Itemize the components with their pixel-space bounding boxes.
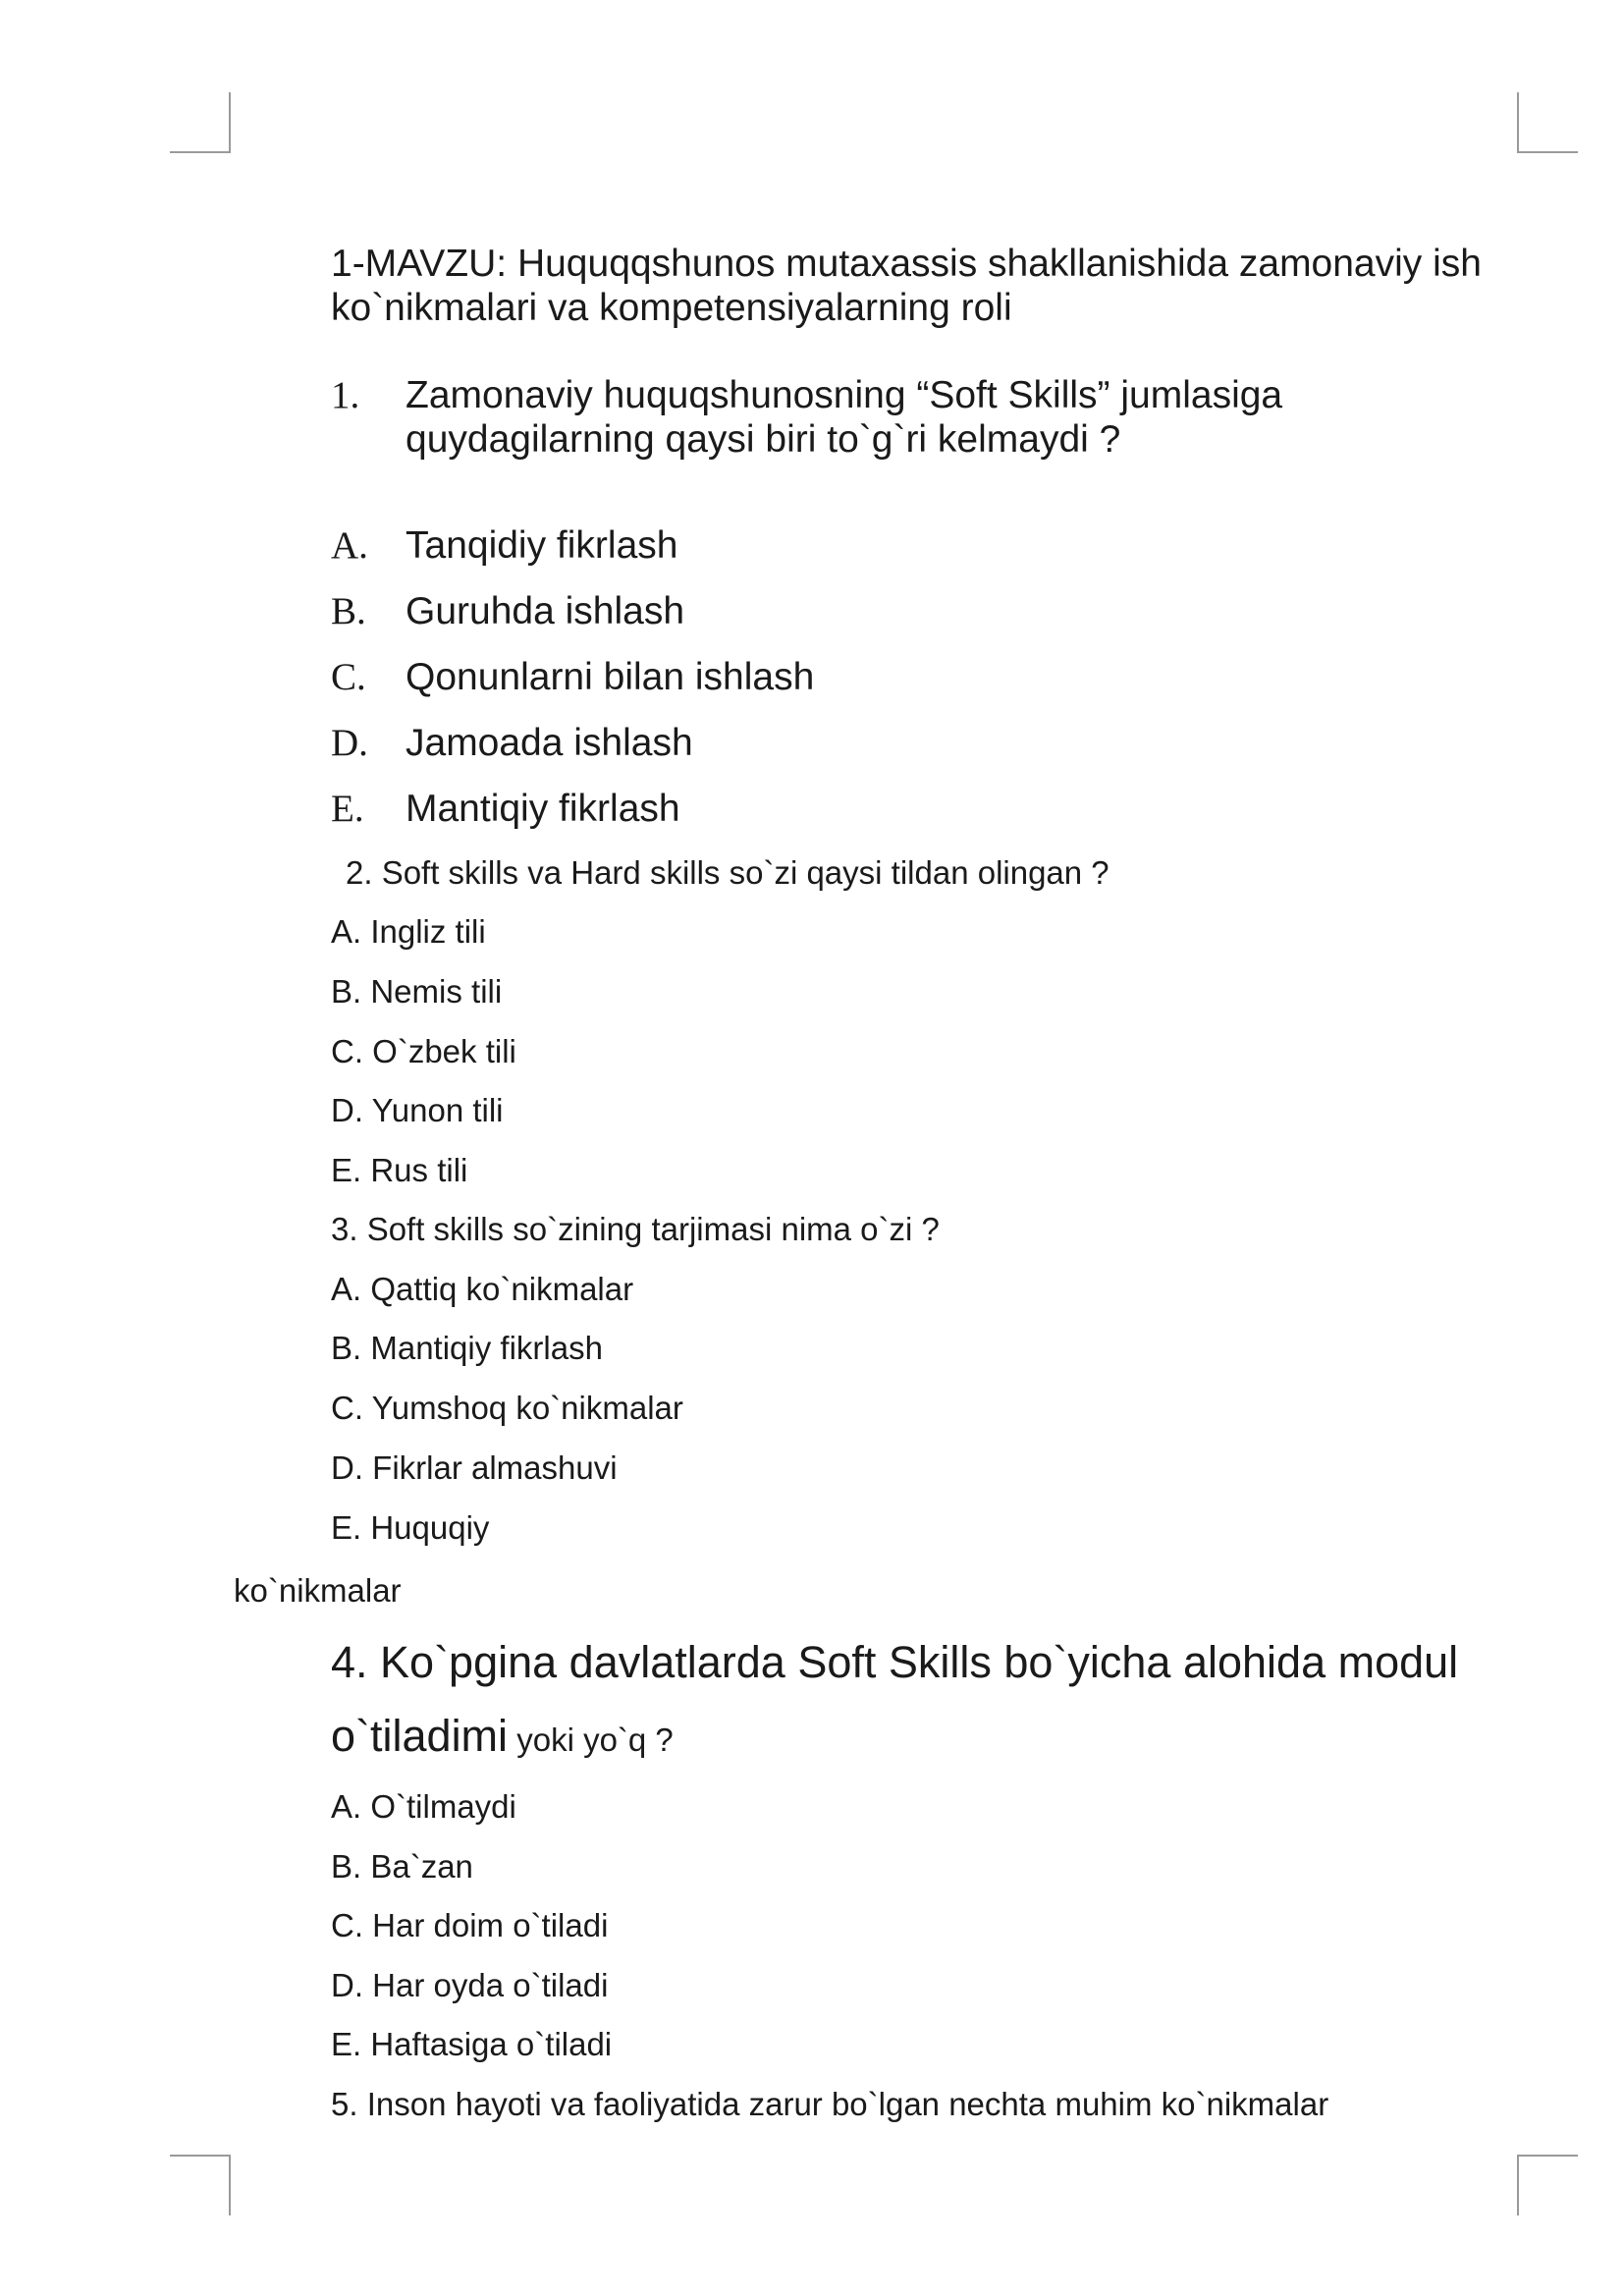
question-2-option-a: A. Ingliz tili [331, 913, 486, 950]
question-4-line-1: 4. Ko`pgina davlatlarda Soft Skills bo`yicha alohida modul [331, 1637, 1459, 1687]
option-text: Tanqidiy fikrlash [406, 524, 678, 567]
question-4-option-e: E. Haftasiga o`tiladi [331, 2026, 613, 2062]
question-1-option-b [331, 589, 1116, 633]
option-letter: D. [331, 722, 368, 764]
option-letter: A. [331, 524, 368, 567]
option-text: Qonunlarni bilan ishlash [406, 656, 815, 698]
question-3-option-c: C. Yumshoq ko`nikmalar [331, 1390, 683, 1426]
question-3-option-e-continuation: ko`nikmalar [234, 1572, 402, 1609]
option-letter: C. [331, 656, 366, 698]
question-1-text: Zamonaviy huquqshunosning “Soft Skills” jumlasiga quydagilarning qaysi biri to`g`ri kelmaydi ? [406, 374, 1283, 461]
crop-mark-bottom-left-v [229, 2155, 231, 2215]
question-2-option-c: C. O`zbek tili [331, 1033, 516, 1069]
option-text: Guruhda ishlash [406, 590, 685, 632]
question-2-option-d: D. Yunon tili [331, 1092, 504, 1128]
crop-mark-top-left-v [229, 92, 231, 153]
question-3-option-d: D. Fikrlar almashuvi [331, 1449, 618, 1486]
question-5-text: 5. Inson hayoti va faoliyatida zarur bo`lgan nechta muhim ko`nikmalar [331, 2086, 1329, 2122]
crop-mark-top-right-v [1517, 92, 1519, 153]
question-4-line-2-tail: yoki yo`q ? [508, 1722, 674, 1758]
question-2-option-e: E. Rus tili [331, 1152, 468, 1188]
crop-mark-bottom-right-v [1517, 2155, 1519, 2215]
question-1-option-a [331, 523, 1116, 568]
question-4-option-a: A. O`tilmaydi [331, 1788, 516, 1825]
question-4-line-2 [331, 1711, 674, 1766]
crop-mark-top-left-h [170, 151, 231, 153]
question-1-option-c [331, 655, 1116, 699]
question-1-option-e [331, 787, 1116, 831]
question-3-option-a: A. Qattiq ko`nikmalar [331, 1271, 634, 1307]
question-4-line-2-main: o`tiladimi [331, 1711, 509, 1761]
question-4-option-d: D. Har oyda o`tiladi [331, 1967, 609, 2003]
question-4-option-c: C. Har doim o`tiladi [331, 1907, 609, 1943]
option-letter: B. [331, 590, 366, 632]
question-3-option-e: E. Huquqiy [331, 1509, 490, 1546]
question-3-option-b: B. Mantiqiy fikrlash [331, 1330, 603, 1366]
question-1-number: 1. [331, 374, 360, 416]
option-text: Jamoada ishlash [406, 722, 693, 764]
question-4-option-b: B. Ba`zan [331, 1848, 473, 1885]
crop-mark-bottom-right-h [1517, 2155, 1578, 2157]
option-text: Mantiqiy fikrlash [406, 788, 680, 830]
page-title: 1-MAVZU: Huquqqshunos mutaxassis shakllanishida zamonaviy ish ko`nikmalari va kompetensiyalarning roli [331, 243, 1482, 329]
question-1 [331, 373, 1519, 462]
crop-mark-top-right-h [1517, 151, 1578, 153]
crop-mark-bottom-left-h [170, 2155, 231, 2157]
question-2-text: 2. Soft skills va Hard skills so`zi qaysi tildan olingan ? [346, 854, 1109, 891]
question-1-option-d [331, 721, 1116, 765]
question-3-text: 3. Soft skills so`zining tarjimasi nima o`zi ? [331, 1211, 940, 1247]
option-letter: E. [331, 788, 364, 830]
question-2-option-b: B. Nemis tili [331, 973, 503, 1010]
